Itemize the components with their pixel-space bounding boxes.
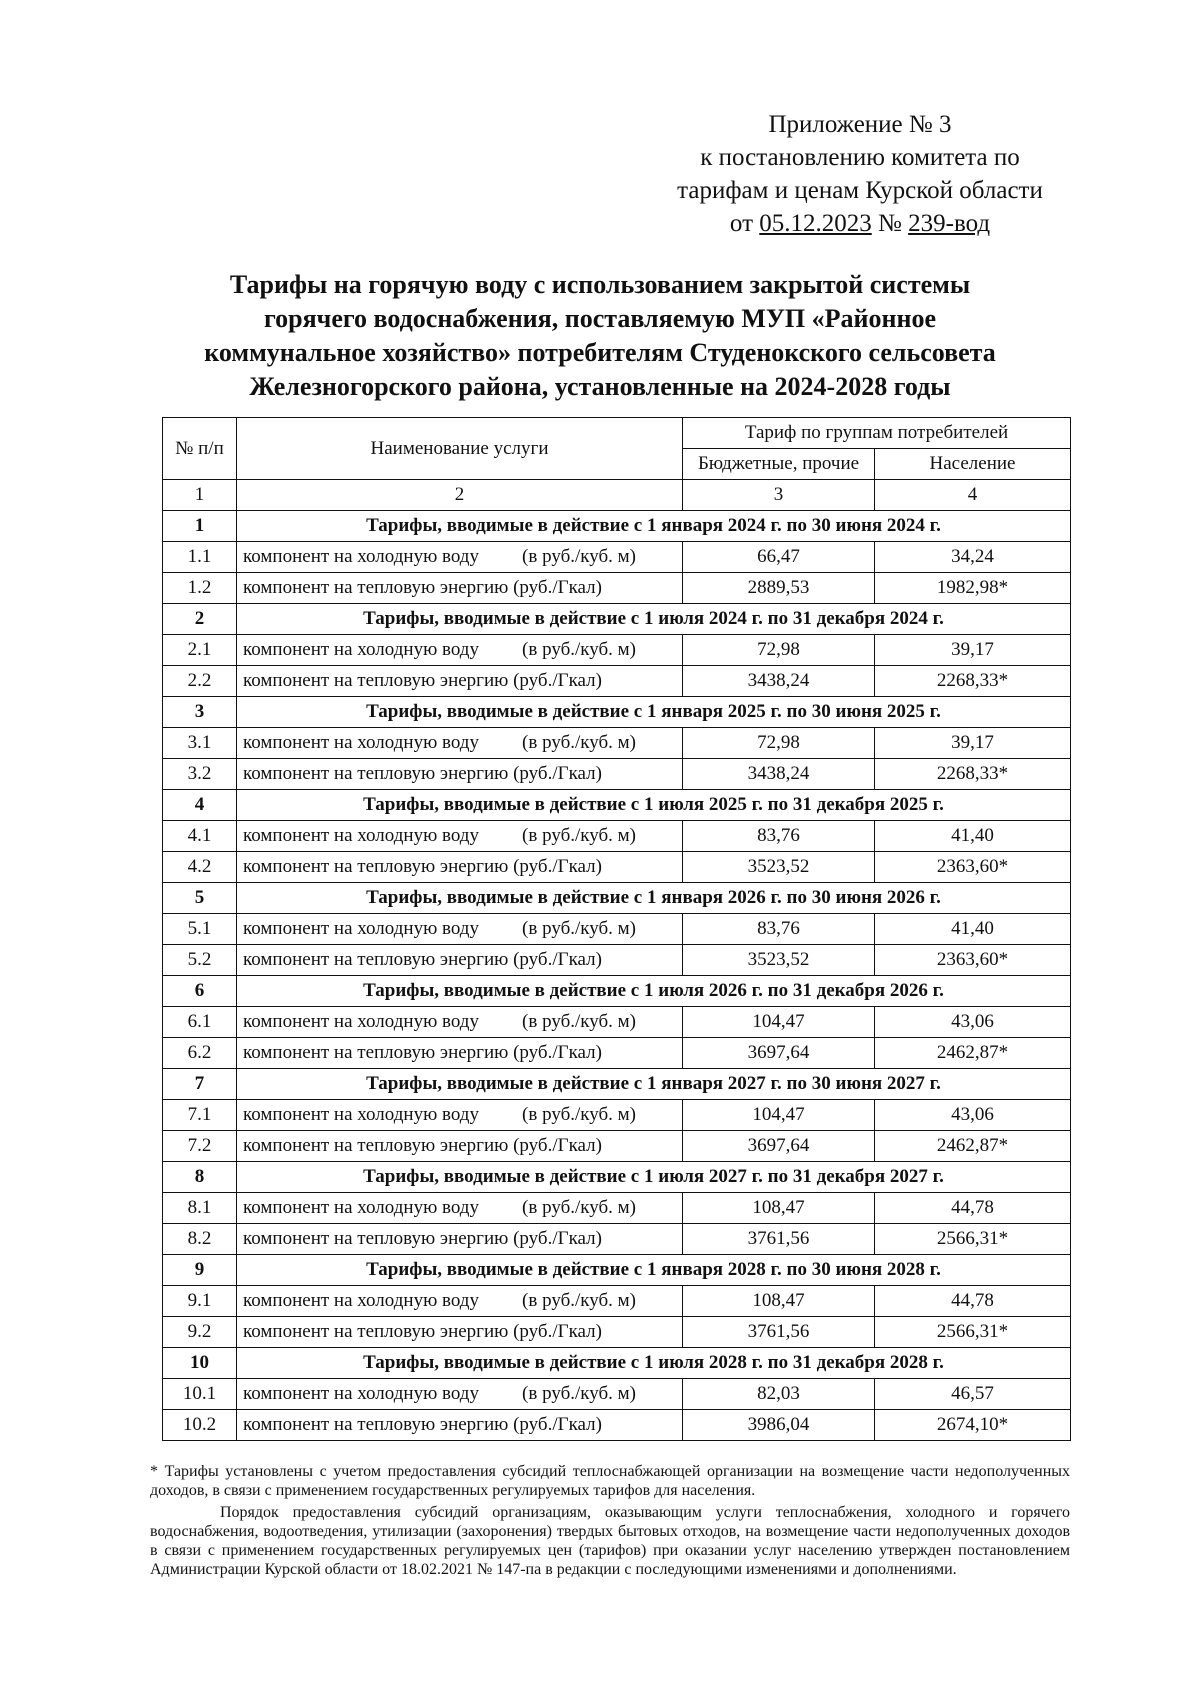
- service-unit: (в руб./куб. м): [522, 1383, 636, 1404]
- service-cell: [237, 666, 683, 697]
- service-cell: [237, 1100, 683, 1131]
- budget-tariff: 108,47: [683, 1193, 875, 1224]
- row-number: 8.1: [163, 1193, 237, 1224]
- budget-tariff: 104,47: [683, 1100, 875, 1131]
- budget-tariff: 3761,56: [683, 1317, 875, 1348]
- service-name: компонент на холодную воду: [243, 1197, 479, 1218]
- service-name: компонент на холодную воду: [243, 1290, 479, 1311]
- period-title: Тарифы, вводимые в действие с 1 июля 2025 г. по 31 декабря 2025 г.: [237, 790, 1071, 821]
- service-name: компонент на тепловую энергию (руб./Гкал): [243, 1135, 602, 1156]
- table-row: [163, 573, 1071, 604]
- period-number: 5: [163, 883, 237, 914]
- budget-tariff: 83,76: [683, 821, 875, 852]
- row-number: 10.1: [163, 1379, 237, 1410]
- header-num: № п/п: [163, 418, 237, 480]
- budget-tariff: 3697,64: [683, 1038, 875, 1069]
- date-prefix: от: [729, 210, 754, 237]
- service-unit: (в руб./куб. м): [522, 546, 636, 567]
- service-cell: [237, 1007, 683, 1038]
- header-population: Население: [875, 449, 1071, 480]
- footnotes: [150, 1462, 1070, 1579]
- budget-tariff: 72,98: [683, 728, 875, 759]
- period-number: 9: [163, 1255, 237, 1286]
- service-name: компонент на тепловую энергию (руб./Гкал): [243, 1228, 602, 1249]
- service-cell: [237, 852, 683, 883]
- appendix-header: [640, 108, 1080, 240]
- table-row: [163, 666, 1071, 697]
- budget-tariff: 3761,56: [683, 1224, 875, 1255]
- budget-tariff: 66,47: [683, 542, 875, 573]
- col-number-2: 2: [237, 480, 683, 511]
- service-unit: (в руб./куб. м): [522, 732, 636, 753]
- service-cell: [237, 1224, 683, 1255]
- population-tariff: 2566,31*: [875, 1224, 1071, 1255]
- row-number: 4.2: [163, 852, 237, 883]
- service-unit: (в руб./куб. м): [522, 639, 636, 660]
- row-number: 5.1: [163, 914, 237, 945]
- budget-tariff: 3697,64: [683, 1131, 875, 1162]
- service-name: компонент на холодную воду: [243, 546, 479, 567]
- population-tariff: 1982,98*: [875, 573, 1071, 604]
- col-number-1: 1: [163, 480, 237, 511]
- service-cell: [237, 542, 683, 573]
- service-cell: [237, 1410, 683, 1441]
- title-line-2: горячего водоснабжения, поставляемую МУП «Районное: [263, 304, 937, 333]
- period-number: 2: [163, 604, 237, 635]
- row-number: 2.1: [163, 635, 237, 666]
- service-name: компонент на холодную воду: [243, 918, 479, 939]
- service-name: компонент на холодную воду: [243, 732, 479, 753]
- period-number: 1: [163, 511, 237, 542]
- period-row: [163, 1255, 1071, 1286]
- table-header-row: [163, 418, 1071, 449]
- period-title: Тарифы, вводимые в действие с 1 января 2024 г. по 30 июня 2024 г.: [237, 511, 1071, 542]
- budget-tariff: 3438,24: [683, 759, 875, 790]
- service-name: компонент на холодную воду: [243, 825, 479, 846]
- service-cell: [237, 1131, 683, 1162]
- period-row: [163, 1069, 1071, 1100]
- population-tariff: 39,17: [875, 728, 1071, 759]
- table-row: [163, 1379, 1071, 1410]
- service-unit: (в руб./куб. м): [522, 1290, 636, 1311]
- period-row: [163, 883, 1071, 914]
- table-row: [163, 728, 1071, 759]
- period-row: [163, 511, 1071, 542]
- row-number: 6.1: [163, 1007, 237, 1038]
- table-row: [163, 1038, 1071, 1069]
- header-service: Наименование услуги: [237, 418, 683, 480]
- service-unit: (в руб./куб. м): [522, 1011, 636, 1032]
- population-tariff: 43,06: [875, 1100, 1071, 1131]
- row-number: 1.2: [163, 573, 237, 604]
- budget-tariff: 2889,53: [683, 573, 875, 604]
- column-number-row: [163, 480, 1071, 511]
- population-tariff: 43,06: [875, 1007, 1071, 1038]
- title-line-4: Железногорского района, установленные на 2024-2028 годы: [249, 372, 951, 401]
- period-number: 3: [163, 697, 237, 728]
- number-prefix: №: [878, 210, 902, 237]
- title-line-3: коммунальное хозяйство» потребителям Студенокского сельсовета: [204, 338, 996, 367]
- table-row: [163, 1286, 1071, 1317]
- service-name: компонент на тепловую энергию (руб./Гкал): [243, 1414, 602, 1435]
- population-tariff: 44,78: [875, 1193, 1071, 1224]
- period-title: Тарифы, вводимые в действие с 1 июля 2028 г. по 31 декабря 2028 г.: [237, 1348, 1071, 1379]
- budget-tariff: 3438,24: [683, 666, 875, 697]
- row-number: 7.2: [163, 1131, 237, 1162]
- appendix-date-line: [640, 207, 1080, 240]
- title-line-1: Тарифы на горячую воду с использованием закрытой системы: [229, 270, 971, 299]
- period-number: 8: [163, 1162, 237, 1193]
- service-unit: (в руб./куб. м): [522, 825, 636, 846]
- population-tariff: 2268,33*: [875, 759, 1071, 790]
- period-number: 10: [163, 1348, 237, 1379]
- subsidy-footnote: * Тарифы установлены с учетом предоставления субсидий теплоснабжающей организации на возмещение части недополученных доходов, в связи с применением государственных регулируемых тарифов для населения.: [150, 1463, 1070, 1499]
- row-number: 8.2: [163, 1224, 237, 1255]
- service-cell: [237, 945, 683, 976]
- period-title: Тарифы, вводимые в действие с 1 января 2027 г. по 30 июня 2027 г.: [237, 1069, 1071, 1100]
- appendix-line-2: к постановлению комитета по: [700, 144, 1020, 171]
- population-tariff: 2462,87*: [875, 1131, 1071, 1162]
- row-number: 4.1: [163, 821, 237, 852]
- budget-tariff: 83,76: [683, 914, 875, 945]
- subsidy-order-note: Порядок предоставления субсидий организациям, оказывающим услуги теплоснабжения, холодного и горячего водоснабжения, водоотведения, утилизации (захоронения) твердых бытовых отходов, на возмещение части недополученных доходов в связи с применением государственных регулируемых цен (тарифов) при оказании услуг населению утвержден постановлением Администрации Курской области от 18.02.2021 № 147-па в редакции с последующими изменениями и дополнениями.: [150, 1504, 1070, 1578]
- document-title: [150, 268, 1050, 404]
- table-row: [163, 1410, 1071, 1441]
- service-cell: [237, 914, 683, 945]
- service-cell: [237, 1038, 683, 1069]
- service-name: компонент на холодную воду: [243, 1383, 479, 1404]
- table-row: [163, 821, 1071, 852]
- period-row: [163, 604, 1071, 635]
- population-tariff: 2462,87*: [875, 1038, 1071, 1069]
- service-cell: [237, 728, 683, 759]
- budget-tariff: 3986,04: [683, 1410, 875, 1441]
- budget-tariff: 3523,52: [683, 945, 875, 976]
- service-name: компонент на тепловую энергию (руб./Гкал): [243, 949, 602, 970]
- table-row: [163, 1193, 1071, 1224]
- service-name: компонент на тепловую энергию (руб./Гкал): [243, 577, 602, 598]
- service-name: компонент на тепловую энергию (руб./Гкал): [243, 670, 602, 691]
- tariff-table: [162, 417, 1071, 1441]
- service-name: компонент на холодную воду: [243, 1104, 479, 1125]
- row-number: 3.2: [163, 759, 237, 790]
- col-number-4: 4: [875, 480, 1071, 511]
- service-cell: [237, 1286, 683, 1317]
- service-name: компонент на тепловую энергию (руб./Гкал): [243, 763, 602, 784]
- row-number: 10.2: [163, 1410, 237, 1441]
- col-number-3: 3: [683, 480, 875, 511]
- population-tariff: 2674,10*: [875, 1410, 1071, 1441]
- population-tariff: 2363,60*: [875, 852, 1071, 883]
- service-cell: [237, 573, 683, 604]
- period-title: Тарифы, вводимые в действие с 1 января 2025 г. по 30 июня 2025 г.: [237, 697, 1071, 728]
- header-group: Тариф по группам потребителей: [683, 418, 1071, 449]
- period-title: Тарифы, вводимые в действие с 1 января 2026 г. по 30 июня 2026 г.: [237, 883, 1071, 914]
- period-row: [163, 790, 1071, 821]
- service-unit: (в руб./куб. м): [522, 1197, 636, 1218]
- table-row: [163, 914, 1071, 945]
- service-cell: [237, 759, 683, 790]
- resolution-number: 239-вод: [908, 210, 991, 237]
- row-number: 9.1: [163, 1286, 237, 1317]
- table-row: [163, 1131, 1071, 1162]
- row-number: 6.2: [163, 1038, 237, 1069]
- budget-tariff: 108,47: [683, 1286, 875, 1317]
- table-row: [163, 1224, 1071, 1255]
- service-cell: [237, 821, 683, 852]
- table-row: [163, 635, 1071, 666]
- table-row: [163, 1317, 1071, 1348]
- population-tariff: 41,40: [875, 914, 1071, 945]
- service-cell: [237, 1317, 683, 1348]
- period-row: [163, 1162, 1071, 1193]
- period-row: [163, 1348, 1071, 1379]
- period-number: 4: [163, 790, 237, 821]
- service-cell: [237, 635, 683, 666]
- row-number: 5.2: [163, 945, 237, 976]
- budget-tariff: 82,03: [683, 1379, 875, 1410]
- service-name: компонент на холодную воду: [243, 639, 479, 660]
- table-row: [163, 1100, 1071, 1131]
- table-row: [163, 759, 1071, 790]
- service-name: компонент на тепловую энергию (руб./Гкал): [243, 1042, 602, 1063]
- service-name: компонент на холодную воду: [243, 1011, 479, 1032]
- table-row: [163, 852, 1071, 883]
- table-row: [163, 1007, 1071, 1038]
- service-unit: (в руб./куб. м): [522, 1104, 636, 1125]
- service-name: компонент на тепловую энергию (руб./Гкал): [243, 1321, 602, 1342]
- population-tariff: 2363,60*: [875, 945, 1071, 976]
- service-unit: (в руб./куб. м): [522, 918, 636, 939]
- period-title: Тарифы, вводимые в действие с 1 января 2028 г. по 30 июня 2028 г.: [237, 1255, 1071, 1286]
- appendix-line-3: тарифам и ценам Курской области: [677, 177, 1043, 204]
- row-number: 7.1: [163, 1100, 237, 1131]
- table-row: [163, 945, 1071, 976]
- service-cell: [237, 1193, 683, 1224]
- budget-tariff: 104,47: [683, 1007, 875, 1038]
- period-number: 6: [163, 976, 237, 1007]
- period-title: Тарифы, вводимые в действие с 1 июля 2026 г. по 31 декабря 2026 г.: [237, 976, 1071, 1007]
- population-tariff: 39,17: [875, 635, 1071, 666]
- table-row: [163, 542, 1071, 573]
- population-tariff: 2268,33*: [875, 666, 1071, 697]
- row-number: 3.1: [163, 728, 237, 759]
- period-title: Тарифы, вводимые в действие с 1 июля 2024 г. по 31 декабря 2024 г.: [237, 604, 1071, 635]
- period-row: [163, 976, 1071, 1007]
- service-cell: [237, 1379, 683, 1410]
- population-tariff: 34,24: [875, 542, 1071, 573]
- population-tariff: 2566,31*: [875, 1317, 1071, 1348]
- budget-tariff: 72,98: [683, 635, 875, 666]
- service-name: компонент на тепловую энергию (руб./Гкал): [243, 856, 602, 877]
- period-number: 7: [163, 1069, 237, 1100]
- row-number: 9.2: [163, 1317, 237, 1348]
- budget-tariff: 3523,52: [683, 852, 875, 883]
- header-budget: Бюджетные, прочие: [683, 449, 875, 480]
- row-number: 1.1: [163, 542, 237, 573]
- period-row: [163, 697, 1071, 728]
- population-tariff: 41,40: [875, 821, 1071, 852]
- appendix-line-1: Приложение № 3: [768, 111, 952, 138]
- population-tariff: 46,57: [875, 1379, 1071, 1410]
- row-number: 2.2: [163, 666, 237, 697]
- resolution-date: 05.12.2023: [759, 210, 872, 237]
- period-title: Тарифы, вводимые в действие с 1 июля 2027 г. по 31 декабря 2027 г.: [237, 1162, 1071, 1193]
- population-tariff: 44,78: [875, 1286, 1071, 1317]
